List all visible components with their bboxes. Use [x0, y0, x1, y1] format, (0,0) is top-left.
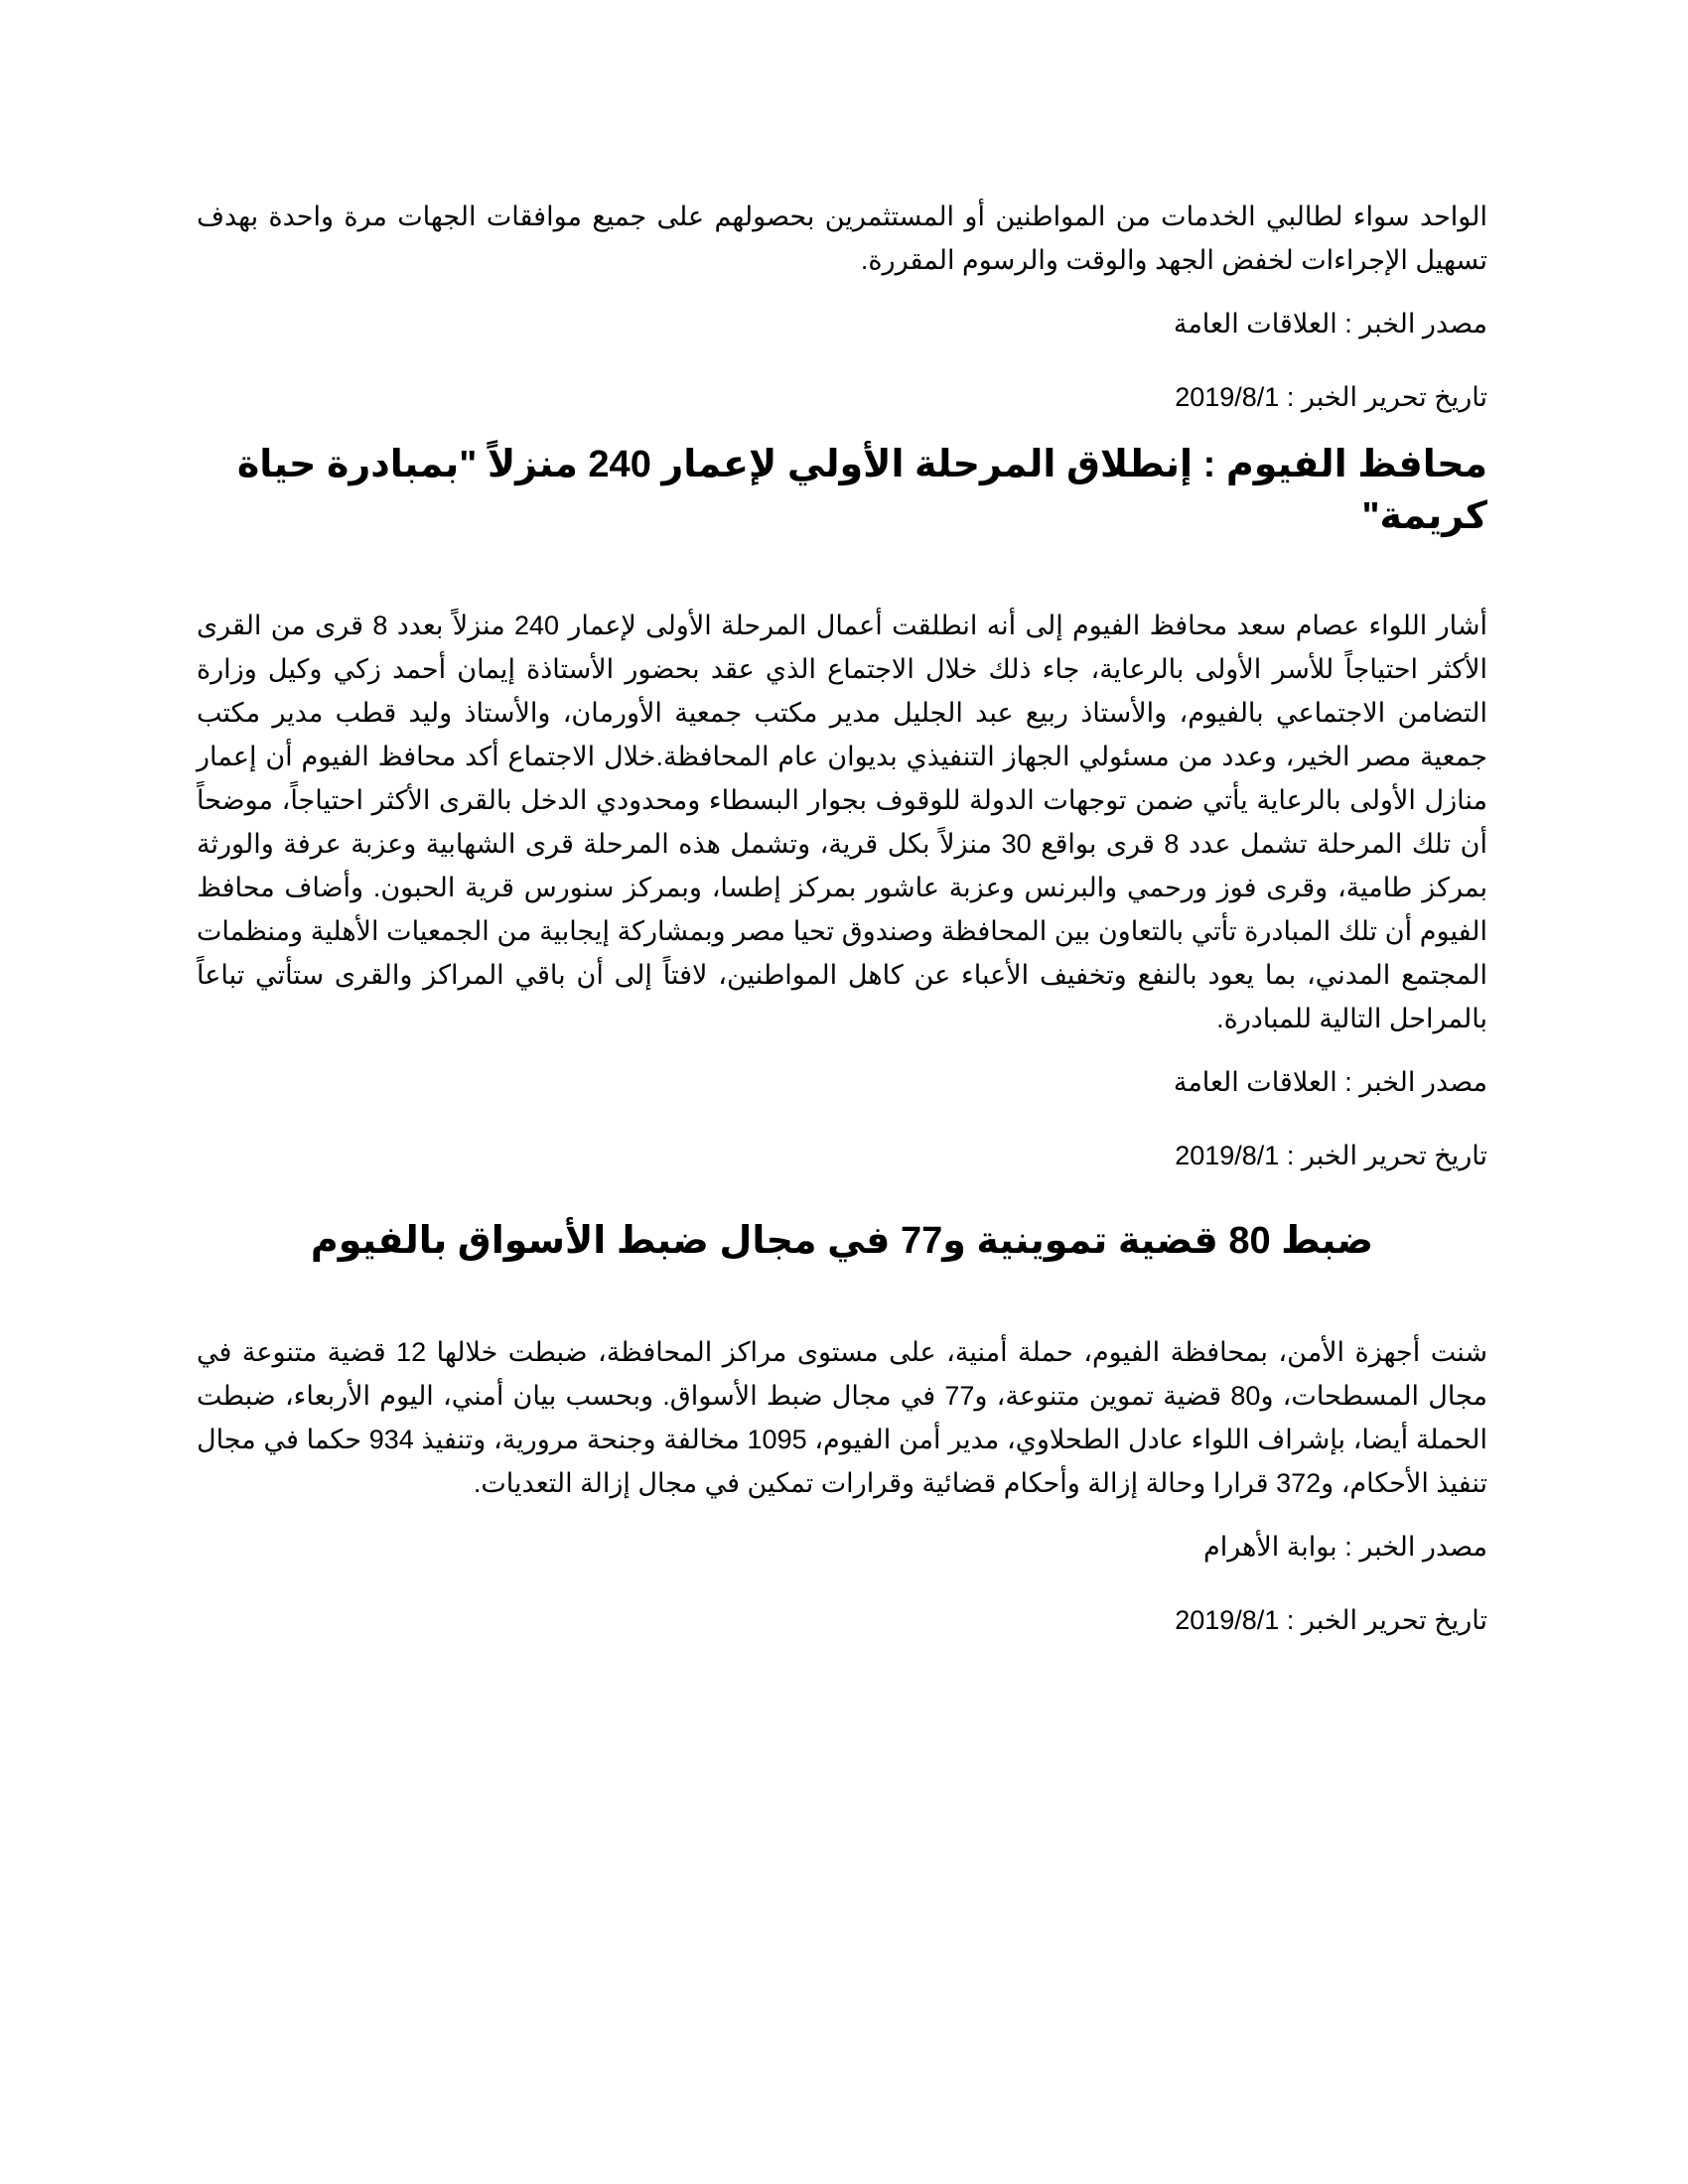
intro-news-source: مصدر الخبر : العلاقات العامة	[1173, 309, 1487, 339]
document-page	[197, 195, 1487, 1640]
article1-news-source: مصدر الخبر : العلاقات العامة	[1173, 1067, 1487, 1097]
article2-news-date: تاريخ تحرير الخبر : 2019/8/1	[1175, 1605, 1487, 1635]
article1-news-date: تاريخ تحرير الخبر : 2019/8/1	[1175, 1141, 1487, 1170]
article2-news-source: مصدر الخبر : بوابة الأهرام	[1202, 1532, 1487, 1562]
intro-paragraph: الواحد سواء لطالبي الخدمات من المواطنين أو المستثمرين بحصولهم على جميع موافقات الجهات مرة واحدة بهدف تسهيل الإجراءات لخفض الجهد والوقت والرسوم المقررة.	[197, 202, 1487, 275]
intro-news-date: تاريخ تحرير الخبر : 2019/8/1	[1175, 382, 1487, 412]
article1-body: أشار اللواء عصام سعد محافظ الفيوم إلى أنه انطلقت أعمال المرحلة الأولى لإعمار 240 منزلاً بعدد 8 قرى من القرى الأكثر احتياجاً للأسر الأولى بالرعاية، جاء ذلك خلال الاجتماع الذي عقد بحضور الأستاذة إيمان أحمد زكي وكيل وزارة التضامن الاجتماعي بالفيوم، والأستاذ ربيع عبد الجليل مدير مكتب جمعية الأورمان، والأستاذ وليد قطب مدير مكتب جمعية مصر الخير، وعدد من مسئولي الجهاز التنفيذي بديوان عام المحافظة.خلال الاجتماع أكد محافظ الفيوم أن إعمار منازل الأولى بالرعاية يأتي ضمن توجهات الدولة للوقوف بجوار البسطاء ومحدودي الدخل بالقرى الأكثر احتياجاً، موضحاً أن تلك المرحلة تشمل عدد 8 قرى بواقع 30 منزلاً بكل قرية، وتشمل هذه المرحلة قرى الشهابية وعزبة عرفة والورثة بمركز طامية، وقرى فوز ورحمي والبرنس وعزبة عاشور بمركز إطسا، وبمركز سنورس قرية الحبون. وأضاف محافظ الفيوم أن تلك المبادرة تأتي بالتعاون بين المحافظة وصندوق تحيا مصر وبمشاركة إيجابية من الجمعيات الأهلية ومنظمات المجتمع المدني، بما يعود بالنفع وتخفيف الأعباء عن كاهل المواطنين، لافتاً إلى أن باقي المراكز والقرى ستأتي تباعاً بالمراحل التالية للمبادرة.	[197, 611, 1487, 1033]
article2-body: شنت أجهزة الأمن، بمحافظة الفيوم، حملة أمنية، على مستوى مراكز المحافظة، ضبطت خلالها 12 قضية متنوعة في مجال المسطحات، و80 قضية تموين متنوعة، و77 في مجال ضبط الأسواق. وبحسب بيان أمني، اليوم الأربعاء، ضبطت الحملة أيضا، بإشراف اللواء عادل الطحلاوي، مدير أمن الفيوم، 1095 مخالفة وجنحة مرورية، وتنفيذ 934 حكما في مجال تنفيذ الأحكام، و372 قرارا وحالة إزالة وأحكام قضائية وقرارات تمكين في مجال إزالة التعديات.	[197, 1337, 1487, 1498]
article2-title: ضبط 80 قضية تموينية و77 في مجال ضبط الأسواق بالفيوم	[310, 1220, 1374, 1262]
article1-title: محافظ الفيوم : إنطلاق المرحلة الأولي لإعمار 240 منزلاً "بمبادرة حياة كريمة"	[236, 444, 1487, 537]
